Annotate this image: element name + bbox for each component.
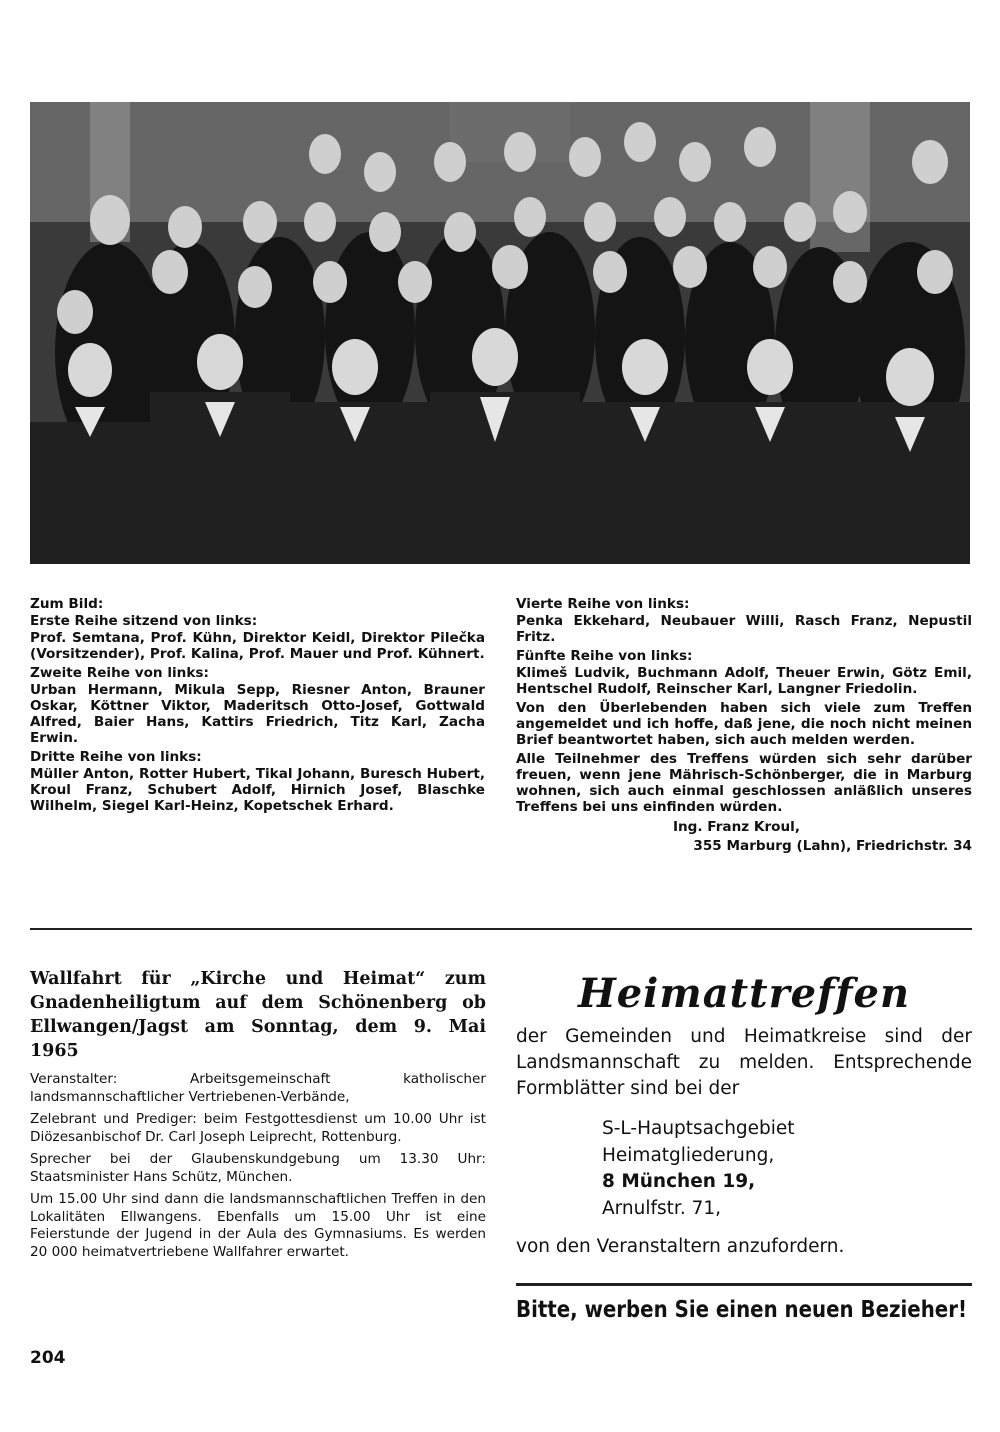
page-number: 204 (30, 1348, 66, 1368)
caption-row2-heading: Zweite Reihe von links: (30, 665, 209, 681)
subscriber-slogan: Bitte, werben Sie einen neuen Bezieher! (516, 1297, 968, 1323)
caption-row3-heading: Dritte Reihe von links: (30, 749, 202, 765)
group-photo (30, 102, 970, 564)
wallfahrt-title: Wallfahrt für „Kirche und Heimat“ zum Gnadenheiligtum auf dem Schönenberg ob Ellwangen/Jagst am Sonntag, dem 9. Mai 1965 (30, 969, 486, 1061)
wallfahrt-celebrant: Zelebrant und Prediger: beim Festgottesdienst um 10.00 Uhr ist Diözesanbischof Dr. Carl Joseph Leiprecht, Rottenburg. (30, 1111, 486, 1145)
wallfahrt-speaker: Sprecher bei der Glaubenskundgebung um 13.30 Uhr: Staatsminister Hans Schütz, München. (30, 1151, 486, 1185)
wallfahrt-article (30, 967, 486, 1266)
caption-row1-names: Prof. Semtana, Prof. Kühn, Direktor Keidl, Direktor Pilečka (Vorsitzender), Prof. Kalina, Prof. Mauer und Prof. Kühnert. (30, 630, 485, 662)
heimattreffen-tail: von den Veranstaltern anzufordern. (516, 1236, 845, 1257)
caption-row3-names: Müller Anton, Rotter Hubert, Tikal Johann, Buresch Hubert, Kroul Franz, Schubert Adolf, Hirnich Josef, Blaschke Wilhelm, Siegel Karl-Heinz, Kopetschek Erhard. (30, 766, 485, 814)
survivors-paragraph: Von den Überlebenden haben sich viele zum Treffen angemeldet und ich hoffe, daß jene, die noch nicht meinen Brief beantwortet haben, sich auch melden werden. (516, 700, 972, 748)
caption-intro: Zum Bild: (30, 596, 104, 612)
wallfahrt-schedule: Um 15.00 Uhr sind dann die landsmannschaftlichen Treffen in den Lokalitäten Ellwangens. Ebenfalls um 15.00 Uhr ist eine Feierstunde der Jugend in der Aula des Gymnasiums. Es werden 20 000 heimatvertriebene Wallfahrer erwartet. (30, 1191, 486, 1260)
heimattreffen-notice (516, 968, 972, 1260)
signature-address: 355 Marburg (Lahn), Friedrichstr. 34 (693, 838, 972, 854)
address-line-2: Heimatgliederung, (602, 1144, 775, 1166)
signature-name: Ing. Franz Kroul, (672, 819, 800, 835)
caption-row1-heading: Erste Reihe sitzend von links: (30, 613, 258, 629)
caption-row4-heading: Vierte Reihe von links: (516, 596, 690, 612)
participants-paragraph: Alle Teilnehmer des Treffens würden sich sehr darüber freuen, wenn jene Mährisch-Schönberger, die in Marburg wohnen, sich auch einmal geschlossen anläßlich unseres Treffens bei uns einfinden würden. (516, 751, 972, 815)
address-line-1: S-L-Hauptsachgebiet (602, 1118, 795, 1139)
group-photo-illustration (30, 102, 970, 564)
heimattreffen-body: der Gemeinden und Heimatkreise sind der Landsmannschaft zu melden. Entsprechende Formblätter sind bei der (516, 1026, 972, 1099)
address-line-3: 8 München 19, (602, 1171, 756, 1192)
heimattreffen-address (602, 1116, 972, 1222)
caption-row4-names: Penka Ekkehard, Neubauer Willi, Rasch Franz, Nepustil Fritz. (516, 613, 972, 645)
caption-row5-names: Klimeš Ludvik, Buchmann Adolf, Theuer Erwin, Götz Emil, Hentschel Rudolf, Reinscher Karl, Langner Friedolin. (516, 665, 972, 697)
wallfahrt-organizer: Veranstalter: Arbeitsgemeinschaft katholischer landsmannschaftlicher Vertriebenen-Verbände, (30, 1071, 486, 1105)
caption-left-column (30, 596, 485, 817)
caption-row2-names: Urban Hermann, Mikula Sepp, Riesner Anton, Brauner Oskar, Köttner Viktor, Maderitsch Otto-Josef, Gottwald Alfred, Baier Hans, Kattirs Friedrich, Titz Karl, Zacha Erwin. (30, 682, 485, 746)
address-line-4: Arnulfstr. 71, (602, 1197, 722, 1219)
slogan-divider (516, 1283, 972, 1286)
section-divider (30, 928, 972, 930)
caption-row5-heading: Fünfte Reihe von links: (516, 648, 693, 664)
heimattreffen-title: Heimattreffen (577, 970, 911, 1017)
caption-right-column (516, 596, 972, 856)
signature (516, 818, 972, 856)
